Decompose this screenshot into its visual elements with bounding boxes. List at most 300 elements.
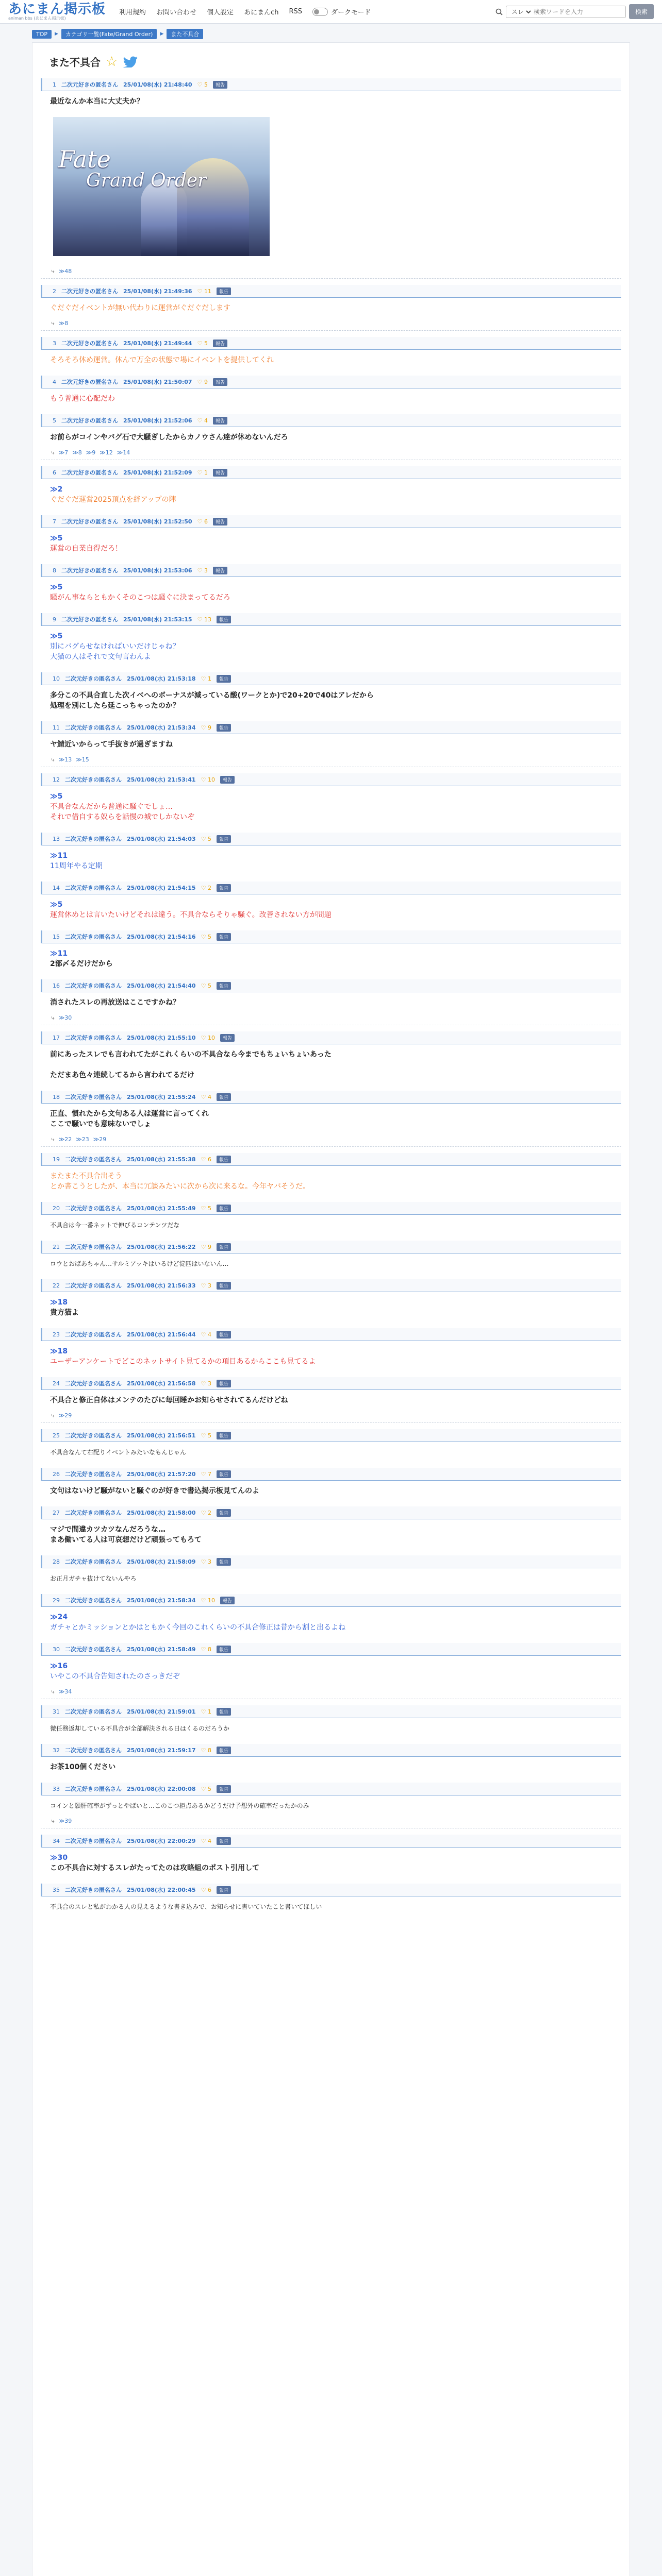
like-button[interactable] [201,1094,211,1100]
report-button[interactable]: 報告 [217,1470,231,1478]
post-body [41,1481,621,1500]
report-button[interactable]: 報告 [217,933,231,941]
reply-link[interactable]: ≫8 [72,449,82,456]
breadcrumb-thread[interactable]: また不具合 [167,29,203,39]
post-text-line[interactable]: ≫2 [50,485,63,494]
post-date: 25/01/08(水) 21:55:49 [127,1205,196,1212]
post-body [41,786,621,826]
post-number[interactable]: 10 [53,675,60,682]
twitter-share-icon[interactable] [123,56,138,67]
post-date: 25/01/08(水) 21:54:15 [127,885,196,891]
reply-arrow-icon: ⤷ [51,1136,55,1143]
post-text-line[interactable]: ≫18 [50,1347,68,1355]
post-text-line: 大猫の人はそれで文句言わんよ [50,653,151,661]
post-number[interactable]: 1 [53,81,56,88]
post-author: 二次元好きの匿名さん [65,1597,122,1604]
post-author: 二次元好きの匿名さん [65,885,122,891]
post-body [41,1215,621,1234]
post-number[interactable]: 5 [53,417,56,424]
post-author: 二次元好きの匿名さん [65,1708,122,1715]
post-body [41,427,621,447]
like-button[interactable] [201,1646,211,1653]
like-button[interactable] [201,1432,211,1439]
report-button[interactable]: 報告 [220,1034,235,1042]
post-header [41,882,621,894]
post-text-line: 処理を別にしたら延こっちゃったのか？ [50,702,180,710]
like-count: 6 [207,1156,211,1163]
post-body [41,577,621,607]
post-number[interactable]: 28 [53,1558,60,1565]
report-button[interactable]: 報告 [217,1205,231,1212]
post-author: 二次元好きの匿名さん [61,81,118,88]
reply-arrow-icon: ⤷ [51,267,55,275]
post-header [41,930,621,943]
nav-settings[interactable]: 個人設定 [207,9,234,16]
post-text-line: 2部〆るだけだから [50,960,113,968]
report-button[interactable]: 報告 [217,1093,231,1101]
like-button[interactable] [201,1510,211,1516]
like-button[interactable] [201,1838,211,1844]
reply-link[interactable]: ≫30 [58,1014,72,1021]
post-date: 25/01/08(水) 21:53:18 [127,675,196,682]
post-body [41,479,621,509]
heart-icon: ♡ [201,982,206,989]
breadcrumb [0,24,662,42]
post-body [41,1519,621,1549]
post-text-line: 不具合なんて右配りイベントみたいなもんじゃん [50,1449,187,1456]
image-logo-text [58,145,207,191]
post-item [41,1031,621,1084]
like-button[interactable] [201,1244,211,1250]
search-input[interactable] [533,8,622,16]
post-body [41,1341,621,1371]
post-header [41,773,621,786]
post-text-line: ここで騒いでも意味ないでしょ [50,1120,151,1128]
heart-icon: ♡ [197,340,203,347]
post-number[interactable]: 19 [53,1156,60,1163]
like-button[interactable] [201,1035,215,1041]
post-author: 二次元好きの匿名さん [65,776,122,783]
post-body [41,1044,621,1084]
post-header [41,672,621,685]
report-button[interactable]: 報告 [217,835,231,843]
like-button[interactable] [197,567,208,574]
post-item [41,414,621,460]
post-text-line[interactable]: ≫5 [50,534,63,543]
heart-icon: ♡ [201,1837,206,1844]
like-count: 10 [207,1597,215,1604]
reply-links [41,1686,621,1696]
post-number[interactable]: 4 [53,378,56,385]
like-button[interactable] [201,1156,211,1163]
post-text-line[interactable]: ≫11 [50,852,68,860]
like-count: 10 [207,1034,215,1041]
report-button[interactable]: 報告 [217,1331,231,1338]
report-button[interactable]: 報告 [213,378,227,386]
post-number[interactable]: 18 [53,1093,60,1100]
reply-link[interactable]: ≫7 [58,449,69,456]
post-number[interactable]: 9 [53,616,56,623]
like-button[interactable] [201,675,211,682]
post-date: 25/01/08(水) 22:00:45 [127,1887,196,1893]
nav-animanch[interactable]: あにまんch [244,9,279,16]
post-number[interactable]: 3 [53,340,56,347]
post-header [41,1594,621,1607]
reply-link[interactable]: ≫48 [58,268,72,275]
post-text-line: 貴方猫よ [50,1309,79,1317]
reply-arrow-icon: ⤷ [51,756,55,763]
post-number[interactable]: 21 [53,1243,60,1250]
post-text-line[interactable]: ≫30 [50,1854,68,1862]
post-header [41,1744,621,1757]
post-number[interactable]: 25 [53,1432,60,1439]
post-header [41,1506,621,1519]
post-number[interactable]: 20 [53,1205,60,1212]
heart-icon: ♡ [197,287,203,295]
post-number[interactable]: 27 [53,1509,60,1516]
site-logo[interactable] [8,3,106,21]
reply-arrow-icon: ⤷ [51,1014,55,1021]
heart-icon: ♡ [201,776,206,783]
post-header [41,1279,621,1292]
report-button[interactable]: 報告 [217,724,231,732]
heart-icon: ♡ [201,884,206,891]
reply-link[interactable]: ≫14 [117,449,130,456]
like-button[interactable] [201,776,215,783]
reply-arrow-icon: ⤷ [51,319,55,327]
like-count: 4 [204,417,208,424]
report-button[interactable]: 報告 [213,417,227,425]
heart-icon: ♡ [201,1282,206,1289]
image-logo-line: Grand Order [86,170,207,191]
post-date: 25/01/08(水) 22:00:29 [127,1838,196,1844]
post-author: 二次元好きの匿名さん [65,1432,122,1439]
like-button[interactable] [197,469,208,476]
post-text-line: もう普通に心配だわ [50,395,115,403]
heart-icon: ♡ [197,518,203,525]
reply-link[interactable]: ≫22 [58,1136,72,1143]
like-count: 3 [207,1558,211,1565]
post-author: 二次元好きの匿名さん [65,1838,122,1844]
like-count: 2 [207,1509,211,1516]
report-button[interactable]: 報告 [217,1747,231,1754]
heart-icon: ♡ [201,1432,206,1439]
post-date: 25/01/08(水) 21:58:00 [127,1510,196,1516]
report-button[interactable]: 報告 [217,1785,231,1793]
heart-icon: ♡ [201,1470,206,1478]
like-button[interactable] [201,1786,211,1792]
post-header [41,466,621,479]
report-button[interactable]: 報告 [217,1646,231,1653]
post-body [41,1568,621,1588]
like-button[interactable] [197,417,208,424]
like-button[interactable] [201,1471,211,1478]
report-button[interactable]: 報告 [213,567,227,574]
post-text-line: 前にあったスレでも言われてたがこれくらいの不具合なら今までもちょいちょいあった [50,1050,332,1059]
report-button[interactable]: 報告 [220,1597,235,1604]
post-item [41,1506,621,1549]
nav-terms[interactable]: 利用規約 [119,9,146,16]
like-button[interactable] [201,1887,211,1893]
like-button[interactable] [201,1747,211,1754]
divider [41,278,621,279]
reply-link[interactable]: ≫9 [86,449,96,456]
post-number[interactable]: 32 [53,1747,60,1754]
post-number[interactable]: 7 [53,518,56,525]
post-header [41,1783,621,1795]
report-button[interactable]: 報告 [217,1156,231,1163]
reply-link[interactable]: ≫8 [58,320,69,327]
nav-contact[interactable]: お問い合わせ [156,9,197,16]
post-text-line[interactable]: ≫16 [50,1662,68,1670]
post-number[interactable]: 34 [53,1837,60,1844]
top-nav [119,7,371,16]
post-text-line[interactable]: ≫11 [50,950,68,958]
favorite-star-icon[interactable]: ☆ [106,54,118,70]
like-count: 6 [204,518,208,525]
post-item [41,773,621,826]
like-button[interactable] [201,934,211,940]
search-scope-select[interactable] [509,8,533,16]
like-button[interactable] [201,1380,211,1387]
report-button[interactable]: 報告 [217,1708,231,1716]
post-date: 25/01/08(水) 21:49:36 [123,288,192,295]
post-header [41,1328,621,1341]
post-text-line[interactable]: ≫18 [50,1298,68,1307]
post-text-line[interactable]: ≫5 [50,792,63,801]
report-button[interactable]: 報告 [217,884,231,892]
post-body [41,992,621,1012]
heart-icon: ♡ [201,1785,206,1792]
like-count: 1 [207,675,211,682]
post-item [41,564,621,607]
like-button[interactable] [197,518,208,525]
heart-icon: ♡ [201,675,206,682]
post-text-line: 最近なんか本当に大丈夫か？ [50,97,144,106]
report-button[interactable]: 報告 [217,1282,231,1290]
post-number[interactable]: 2 [53,287,56,295]
post-date: 25/01/08(水) 21:58:09 [127,1558,196,1565]
like-button[interactable] [197,81,208,88]
like-button[interactable] [201,1205,211,1212]
post-item [41,466,621,509]
report-button[interactable]: 報告 [217,1243,231,1251]
post-text-line: 消されたスレの再放送はここですかね？ [50,998,180,1007]
like-button[interactable] [201,982,211,989]
report-button[interactable]: 報告 [217,982,231,990]
post-body [41,528,621,558]
post-header [41,337,621,350]
reply-link[interactable]: ≫15 [76,756,89,763]
like-button[interactable] [201,1282,211,1289]
reply-links [41,1012,621,1022]
thread-title-bar [41,47,621,78]
breadcrumb-separator-icon: ▶ [160,31,164,37]
post-body [41,734,621,754]
post-number[interactable]: 23 [53,1331,60,1338]
search-button[interactable]: 検索 [629,4,654,19]
reply-link[interactable]: ≫29 [58,1412,72,1419]
post-number[interactable]: 14 [53,884,60,891]
post-author: 二次元好きの匿名さん [65,1380,122,1387]
heart-icon: ♡ [201,1886,206,1893]
reply-link[interactable]: ≫39 [58,1818,72,1824]
post-text-line[interactable]: ≫5 [50,901,63,909]
heart-icon: ♡ [201,1597,206,1604]
post-text-line: 文句はないけど騒がないと騒ぐのが好きで書込掲示板見てんのよ [50,1487,259,1495]
post-number[interactable]: 11 [53,724,60,731]
post-body [41,1718,621,1738]
report-button[interactable]: 報告 [217,1380,231,1387]
heart-icon: ♡ [201,1331,206,1338]
report-button[interactable]: 報告 [217,1432,231,1439]
report-button[interactable]: 報告 [217,1886,231,1894]
post-number[interactable]: 22 [53,1282,60,1289]
like-button[interactable] [197,340,208,347]
post-number[interactable]: 16 [53,982,60,989]
post-author: 二次元好きの匿名さん [61,567,118,574]
post-body [41,1757,621,1776]
report-button[interactable]: 報告 [217,287,231,295]
report-button[interactable]: 報告 [217,1837,231,1845]
like-button[interactable] [201,1597,215,1604]
like-count: 4 [207,1331,211,1338]
report-button[interactable]: 報告 [217,675,231,683]
like-button[interactable] [197,288,211,295]
report-button[interactable]: 報告 [213,469,227,477]
like-button[interactable] [201,1558,211,1565]
post-body [41,1104,621,1133]
reply-link[interactable]: ≫13 [58,756,72,763]
post-date: 25/01/08(水) 21:57:20 [127,1471,196,1478]
post-item [41,1377,621,1423]
post-number[interactable]: 33 [53,1785,60,1792]
like-button[interactable] [197,379,208,385]
reply-links [41,1815,621,1825]
reply-links [41,317,621,327]
breadcrumb-category[interactable]: カテゴリ一覧(Fate/Grand Order) [61,29,157,39]
post-author: 二次元好きの匿名さん [65,1244,122,1250]
post-date: 25/01/08(水) 21:52:06 [123,417,192,424]
post-author: 二次元好きの匿名さん [65,1331,122,1338]
post-item [41,1241,621,1273]
post-author: 二次元好きの匿名さん [65,1747,122,1754]
heart-icon: ♡ [201,1708,206,1715]
like-button[interactable] [201,836,211,842]
report-button[interactable]: 報告 [213,518,227,526]
post-author: 二次元好きの匿名さん [65,1786,122,1792]
like-count: 5 [207,1785,211,1792]
post-item [41,1153,621,1196]
post-header [41,515,621,528]
post-text-line[interactable]: ≫24 [50,1613,68,1621]
like-count: 5 [204,340,208,347]
post-date: 25/01/08(水) 21:59:17 [127,1747,196,1754]
post-number[interactable]: 17 [53,1034,60,1041]
like-button[interactable] [201,724,211,731]
report-button[interactable]: 報告 [220,776,235,784]
report-button[interactable]: 報告 [217,1558,231,1566]
breadcrumb-top[interactable]: TOP [32,30,52,39]
post-number[interactable]: 8 [53,567,56,574]
heart-icon: ♡ [197,417,203,424]
post-number[interactable]: 24 [53,1380,60,1387]
post-number[interactable]: 29 [53,1597,60,1604]
like-count: 5 [207,982,211,989]
post-author: 二次元好きの匿名さん [65,1646,122,1653]
post-date: 25/01/08(水) 21:52:50 [123,518,192,525]
reply-link[interactable]: ≫23 [76,1136,89,1143]
post-author: 二次元好きの匿名さん [65,1471,122,1478]
post-number[interactable]: 12 [53,776,60,783]
post-text-line[interactable]: ≫5 [50,583,63,591]
post-image[interactable] [53,117,270,256]
post-item [41,285,621,331]
post-date: 25/01/08(水) 21:52:09 [123,469,192,476]
post-number[interactable]: 6 [53,469,56,476]
heart-icon: ♡ [201,1509,206,1516]
post-item [41,672,621,715]
post-date: 25/01/08(水) 21:53:06 [123,567,192,574]
post-item [41,1202,621,1234]
report-button[interactable]: 報告 [217,616,231,623]
logo-subtext: animan bbs (あにまん掲示板) [8,15,66,21]
post-author: 二次元好きの匿名さん [65,1510,122,1516]
darkmode-toggle[interactable] [312,7,371,16]
like-button[interactable] [201,1708,211,1715]
post-number[interactable]: 26 [53,1470,60,1478]
like-count: 13 [204,616,211,623]
heart-icon: ♡ [201,1093,206,1100]
post-author: 二次元好きの匿名さん [65,724,122,731]
nav-rss[interactable]: RSS [289,8,302,15]
post-item [41,1279,621,1322]
post-author: 二次元好きの匿名さん [65,1156,122,1163]
post-author: 二次元好きの匿名さん [61,340,118,347]
post-date: 25/01/08(水) 21:50:07 [123,379,192,385]
reply-arrow-icon: ⤷ [51,1412,55,1419]
post-number[interactable]: 30 [53,1646,60,1653]
search-area [495,4,654,19]
post-author: 二次元好きの匿名さん [65,1205,122,1212]
reply-arrow-icon: ⤷ [51,1817,55,1824]
like-count: 8 [207,1747,211,1754]
reply-link[interactable]: ≫12 [100,449,113,456]
post-header [41,285,621,298]
post-text-line: 運営休めとは言いたいけどそれは違う。不具合ならそりゃ騒ぐ。改善されない方が問題 [50,911,332,919]
post-date: 25/01/08(水) 21:56:44 [127,1331,196,1338]
like-button[interactable] [201,1331,211,1338]
post-number[interactable]: 35 [53,1886,60,1893]
post-date: 25/01/08(水) 21:56:58 [127,1380,196,1387]
post-text-line[interactable]: ≫5 [50,632,63,640]
report-button[interactable]: 報告 [217,1509,231,1517]
reply-link[interactable]: ≫29 [93,1136,107,1143]
like-count: 9 [204,378,208,385]
post-number[interactable]: 13 [53,835,60,842]
post-number[interactable]: 31 [53,1708,60,1715]
like-count: 11 [204,287,211,295]
like-button[interactable] [197,616,211,623]
post-number[interactable]: 15 [53,933,60,940]
post-author: 二次元好きの匿名さん [61,469,118,476]
post-item [41,337,621,369]
post-header [41,1241,621,1253]
like-button[interactable] [201,885,211,891]
report-button[interactable]: 報告 [213,81,227,89]
report-button[interactable]: 報告 [213,340,227,347]
reply-link[interactable]: ≫34 [58,1688,72,1695]
